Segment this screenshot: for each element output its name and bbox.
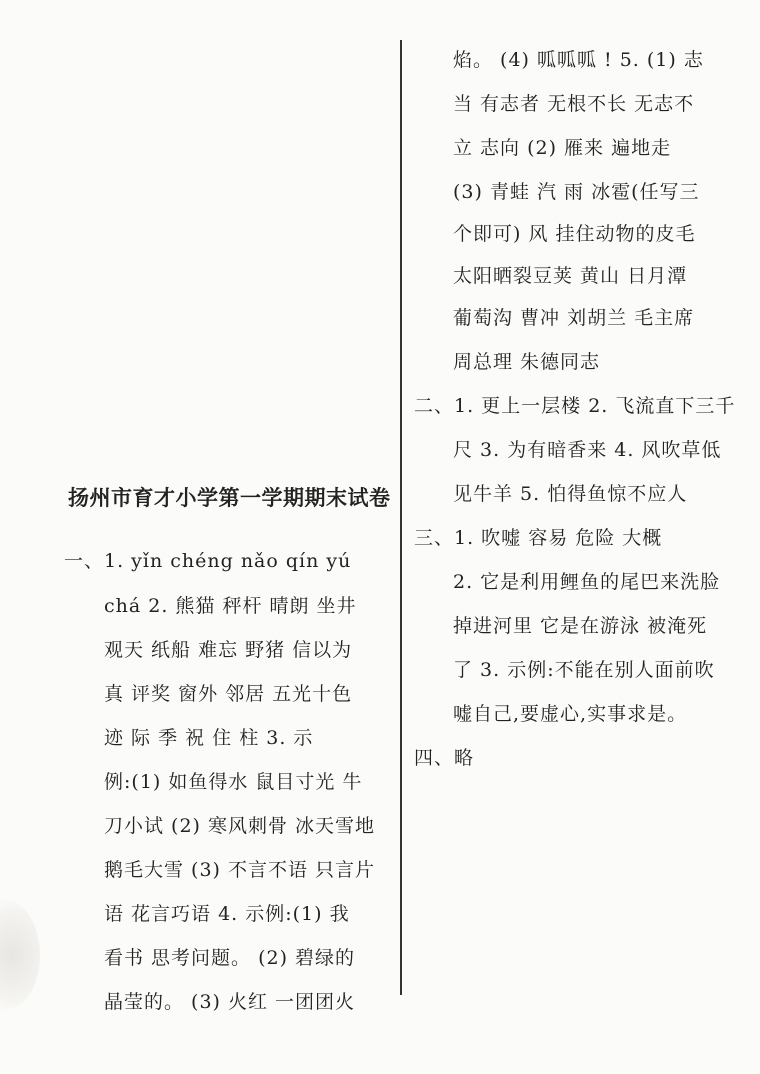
right-line: 尺 3. 为有暗香来 4. 风吹草低 bbox=[453, 439, 722, 461]
right-line: 了 3. 示例:不能在别人面前吹 bbox=[453, 659, 715, 681]
column-divider bbox=[400, 40, 402, 995]
left-line: 晶莹的。 (3) 火红 一团团火 bbox=[104, 991, 356, 1013]
right-line: 嘘自己,要虚心,实事求是。 bbox=[453, 703, 688, 725]
page-edge-shadow bbox=[0, 900, 40, 1010]
right-line: 焰。 (4) 呱呱呱 ! 5. (1) 志 bbox=[453, 49, 704, 71]
left-line: 观天 纸船 难忘 野猪 信以为 bbox=[104, 639, 353, 661]
left-line: 刀小试 (2) 寒风刺骨 冰天雪地 bbox=[104, 815, 376, 837]
right-line: 周总理 朱德同志 bbox=[453, 351, 601, 373]
exam-title: 扬州市育才小学第一学期期末试卷 bbox=[68, 486, 391, 510]
left-line: 真 评奖 窗外 邻居 五光十色 bbox=[104, 683, 353, 705]
right-line: 个即可) 风 挂住动物的皮毛 bbox=[453, 223, 696, 245]
right-line: 2. 它是利用鲤鱼的尾巴来洗脸 bbox=[453, 571, 721, 593]
left-line: 看书 思考问题。 (2) 碧绿的 bbox=[104, 947, 356, 969]
right-line: 立 志向 (2) 雁来 遍地走 bbox=[453, 137, 672, 159]
right-line: 掉进河里 它是在游泳 被淹死 bbox=[453, 615, 708, 637]
right-line: 四、略 bbox=[414, 747, 475, 769]
right-line: 三、1. 吹嘘 容易 危险 大概 bbox=[414, 527, 663, 549]
right-line: 太阳晒裂豆荚 黄山 日月潭 bbox=[453, 265, 688, 287]
right-line: 见牛羊 5. 怕得鱼惊不应人 bbox=[453, 483, 688, 505]
left-line: 例:(1) 如鱼得水 鼠目寸光 牛 bbox=[104, 771, 363, 793]
left-line: 一、1. yǐn chéng nǎo qín yú bbox=[64, 550, 352, 572]
left-line: 迹 际 季 祝 住 柱 3. 示 bbox=[104, 727, 314, 749]
left-line: 语 花言巧语 4. 示例:(1) 我 bbox=[104, 903, 350, 925]
right-line: 当 有志者 无根不长 无志不 bbox=[453, 93, 695, 115]
right-line: (3) 青蛙 汽 雨 冰雹(任写三 bbox=[453, 181, 700, 203]
right-line: 二、1. 更上一层楼 2. 飞流直下三千 bbox=[414, 395, 736, 417]
left-line: 鹅毛大雪 (3) 不言不语 只言片 bbox=[104, 859, 376, 881]
left-line: chá 2. 熊猫 秤杆 晴朗 坐井 bbox=[104, 595, 357, 617]
right-line: 葡萄沟 曹冲 刘胡兰 毛主席 bbox=[453, 307, 695, 329]
